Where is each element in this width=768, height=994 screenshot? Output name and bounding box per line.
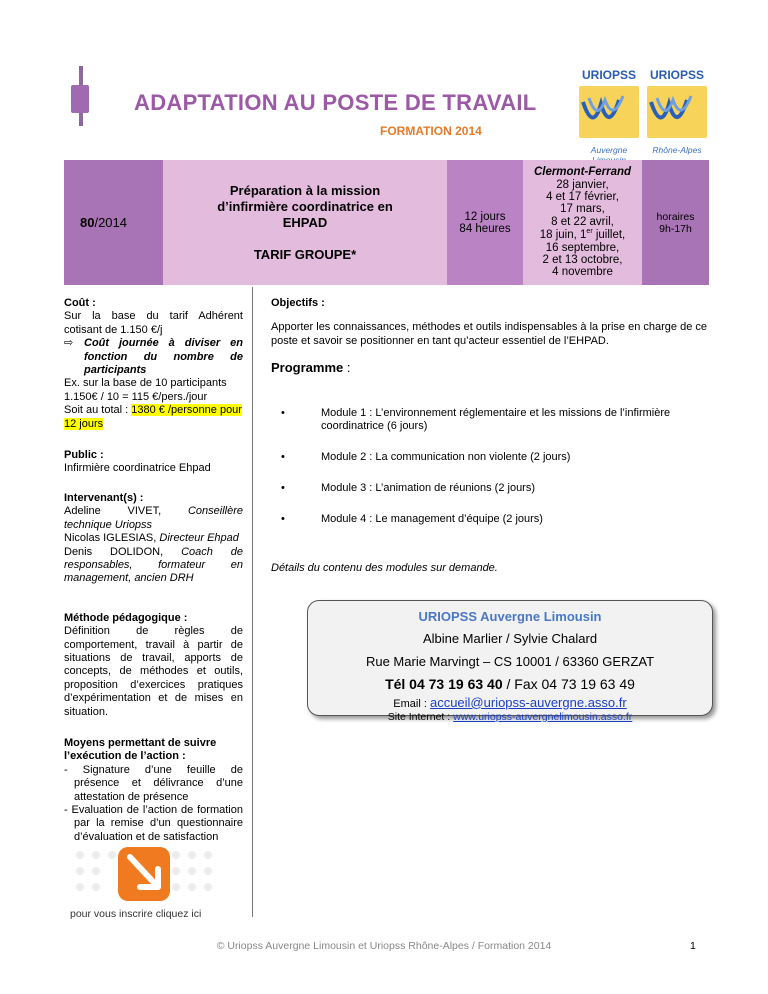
logo-region: Rhône-Alpes — [652, 145, 702, 155]
page-number: 1 — [690, 940, 696, 952]
column-divider — [252, 287, 253, 917]
email-label: Email : — [393, 697, 430, 710]
date-line: 4 et 17 février, — [546, 191, 619, 204]
intervenant-role: Directeur Ehpad — [159, 532, 239, 545]
date-line-juin — [540, 228, 626, 241]
intervenant-name: Denis DOLIDON, — [64, 545, 164, 558]
logo-region: Auvergne — [590, 145, 628, 155]
contact-site-line — [308, 711, 712, 724]
formation-number: 80 — [80, 215, 95, 230]
programme-title: Programme — [271, 360, 344, 376]
module-item: • Module 2 : La communication non violente (2 jours) — [271, 451, 711, 465]
horaires-label: horaires — [656, 210, 695, 223]
duration-hours: 84 heures — [459, 222, 511, 235]
hours-cell — [642, 160, 709, 285]
formation-year: /2014 — [94, 215, 128, 230]
email-link[interactable]: accueil@uriopss-auvergne.asso.fr — [429, 694, 627, 710]
formation-title: Préparation à la mission d’infirmière coordinatrice en EHPAD — [217, 182, 393, 231]
public-title: Public : — [64, 449, 104, 462]
moyens-item-text: Evaluation de l’action de formation par la remise d’un questionnaire d’évaluation et de satisfaction — [71, 804, 243, 843]
formation-number-cell — [64, 160, 163, 285]
moyens-title: Moyens permettant de suivre l’exécution de l’action : — [64, 736, 217, 763]
public-text: Infirmière coordinatrice Ehpad — [64, 462, 211, 475]
intervenant — [64, 546, 243, 586]
module-item: • Module 1 : L’environnement réglementaire et les missions de l’infirmière coordinatrice (6 jours) — [271, 407, 711, 435]
footer-text: © Uriopss Auvergne Limousin et Uriopss Rhône-Alpes / Formation 2014 — [216, 940, 552, 952]
methode-title: Méthode pédagogique : — [64, 611, 188, 624]
horaires-value: 9h-17h — [659, 222, 692, 235]
logo-mark-icon — [575, 82, 643, 142]
contact-org: URIOPSS Auvergne Limousin — [418, 609, 602, 624]
objectifs-text: Apporter les connaissances, méthodes et outils indispensables à la prise en charge de ce poste et savoir se positionner en tant qu’acteur essentiel de l’EHPAD. — [271, 320, 707, 347]
contact-tel: Tél 04 73 19 63 40 — [385, 675, 503, 692]
site-label: Site Internet : — [387, 710, 454, 723]
details-note: Détails du contenu des modules sur demande. — [271, 562, 498, 575]
city: Clermont-Ferrand — [533, 166, 632, 179]
cout-total — [64, 404, 243, 431]
intervenant — [64, 532, 243, 545]
title-marker — [71, 85, 89, 113]
cout-title: Coût : — [64, 297, 96, 309]
logo-name: URIOPSS — [649, 68, 704, 82]
objectifs-title: Objectifs : — [271, 297, 325, 309]
date-juillet: juillet, — [592, 229, 626, 242]
moyens-item-text: Signature d’une feuille de présence et délivrance d’une attestation de présence — [74, 763, 243, 803]
page-title: ADAPTATION AU POSTE DE TRAVAIL — [134, 90, 537, 115]
inscription-label: pour vous inscrire cliquez ici — [70, 908, 202, 920]
duration-cell — [447, 160, 523, 285]
contact-address: Rue Marie Marvingt – CS 10001 / 63360 GERZAT — [365, 654, 655, 670]
date-juin: 18 juin, 1 — [539, 229, 587, 242]
date-sup: er — [586, 228, 593, 236]
arrow-icon: ⇨ — [64, 337, 74, 350]
logo-mark-icon — [643, 82, 711, 142]
public-section — [64, 449, 243, 476]
moyens-item: - Signature d’une feuille de présence et délivrance d’une attestation de présence — [64, 763, 243, 803]
programme-heading — [271, 360, 711, 376]
methode-section — [64, 612, 243, 719]
contact-email-line — [308, 695, 712, 711]
date-line: 2 et 13 octobre, — [542, 253, 623, 266]
module-item: • Module 4 : Le management d’équipe (2 jours) — [271, 513, 711, 527]
date-line: 8 et 22 avril, — [551, 215, 614, 228]
date-line: 28 janvier, — [556, 178, 609, 191]
moyens-section — [64, 737, 243, 844]
right-column — [271, 297, 711, 576]
cout-example: Ex. sur la base de 10 participants — [64, 377, 227, 390]
dates-cell — [523, 160, 642, 285]
cout-calc: 1.150€ / 10 = 115 €/pers./jour — [64, 390, 208, 403]
tarif-label: TARIF GROUPE* — [253, 247, 357, 263]
cout-note — [64, 337, 243, 377]
programme-colon: : — [343, 360, 351, 376]
intervenant — [64, 505, 243, 532]
intervenants-section — [64, 492, 243, 586]
module-item: • Module 3 : L’animation de réunions (2 jours) — [271, 482, 711, 496]
website-link[interactable]: www.uriopss-auvergnelimousin.asso.fr — [453, 710, 633, 723]
inscription-button[interactable] — [70, 845, 220, 920]
page-subtitle: FORMATION 2014 — [380, 124, 482, 138]
cout-total-prefix: Soit au total : — [64, 404, 132, 417]
logo-name: URIOPSS — [581, 68, 636, 82]
register-arrow-icon — [70, 845, 220, 903]
date-line: 17 mars, — [560, 203, 605, 216]
date-line: 4 novembre — [552, 266, 613, 279]
left-column — [64, 297, 243, 844]
duration-days: 12 jours — [464, 210, 506, 223]
intervenant-name: Nicolas IGLESIAS, — [64, 532, 157, 545]
contact-fax: / Fax 04 73 19 63 49 — [502, 675, 635, 692]
intervenant-role: Conseillère technique Uriopss — [64, 505, 243, 531]
intervenant-name: Adeline VIVET, — [64, 505, 162, 518]
cout-total-value: 1380 € /personne pour 12 jours — [64, 404, 242, 430]
date-line: 16 septembre, — [545, 241, 620, 254]
contact-box — [307, 600, 713, 723]
contact-people: Albine Marlier / Sylvie Chalard — [422, 630, 598, 646]
cout-note-text: Coût journée à diviser en fonction du nombre de participants — [84, 337, 243, 377]
module-list — [271, 407, 711, 527]
formation-title-cell — [163, 160, 447, 285]
intervenants-title: Intervenant(s) : — [64, 491, 144, 504]
intervenant-role: Coach de responsables, formateur en management, ancien DRH — [64, 545, 243, 585]
contact-phone — [308, 676, 712, 693]
moyens-item: - Evaluation de l’action de formation par la remise d’un questionnaire d’évaluation et de satisfaction — [64, 804, 243, 843]
cout-text: Sur la base du tarif Adhérent cotisant de 1.150 €/j — [64, 310, 243, 336]
methode-text: Définition de règles de comportement, travail à partir de situations de travail, apports de concepts, de méthodes et outils, proposition d’exercices pratiques d’expérimentation et de mises en situation. — [64, 625, 243, 718]
